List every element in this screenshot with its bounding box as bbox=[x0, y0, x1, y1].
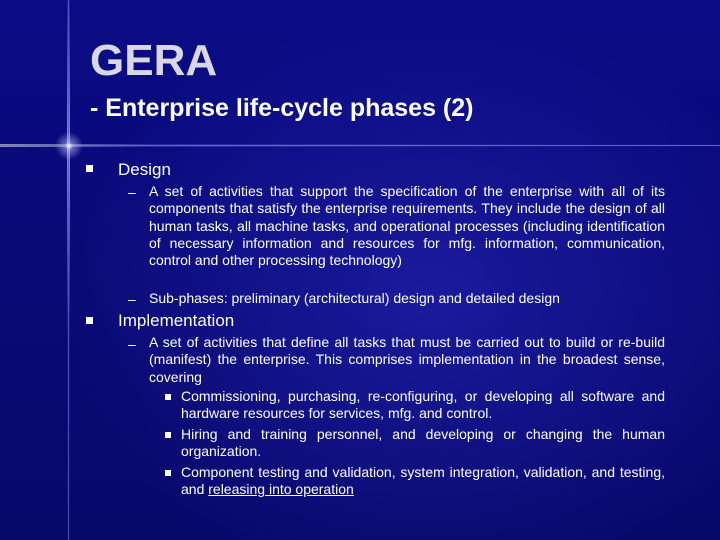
dash-bullet: – bbox=[128, 336, 136, 352]
implementation-subitem bbox=[181, 464, 665, 499]
square-bullet-icon bbox=[165, 470, 171, 476]
dash-bullet: – bbox=[128, 184, 136, 200]
releasing-into-operation-link[interactable]: releasing into operation bbox=[208, 481, 354, 498]
dash-bullet: – bbox=[128, 291, 136, 307]
implementation-subitem: Commissioning, purchasing, re-configuring, or developing all software and hardware resources for services, mfg. and control. bbox=[181, 388, 665, 422]
square-bullet-icon bbox=[165, 432, 171, 438]
decorative-vertical-line-core bbox=[68, 0, 69, 540]
section-heading-design: Design bbox=[118, 160, 171, 179]
light-flare bbox=[54, 131, 84, 161]
decorative-horizontal-line-core bbox=[0, 145, 720, 146]
square-bullet-icon bbox=[165, 394, 171, 400]
slide-title: GERA bbox=[90, 36, 218, 85]
design-subphases: Sub-phases: preliminary (architectural) design and detailed design bbox=[149, 290, 560, 306]
implementation-subitem: Hiring and training personnel, and developing or changing the human organization. bbox=[181, 426, 665, 460]
implementation-description: A set of activities that define all tasks that must be carried out to build or re-build (manifest) the enterprise. This comprises implementation in the broadest sense, covering bbox=[149, 334, 665, 385]
slide-subtitle: - Enterprise life-cycle phases (2) bbox=[90, 94, 474, 122]
section-heading-implementation: Implementation bbox=[118, 311, 235, 330]
subitem-text: Component testing and validation, system integration, validation, and testing, and bbox=[181, 464, 665, 498]
design-description: A set of activities that support the specification of the enterprise with all of its components that satisfy the enterprise requirements. They include the design of all human tasks, all machine tasks, and operational processes (including identification of necessary information and resources for mfg. information, communication, control and other processing technology) bbox=[149, 183, 665, 269]
square-bullet-icon bbox=[86, 165, 93, 172]
square-bullet-icon bbox=[86, 317, 93, 324]
